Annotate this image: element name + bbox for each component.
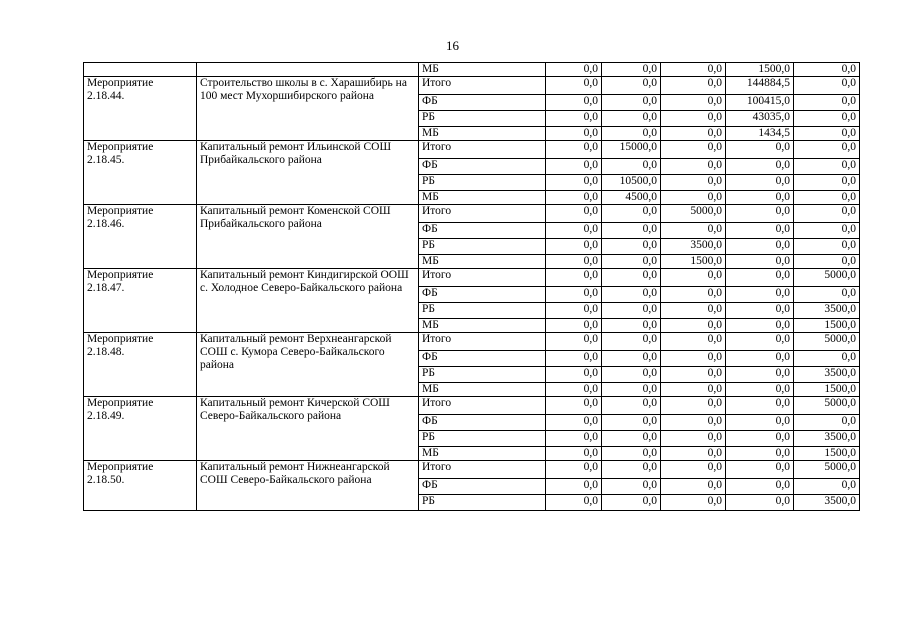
funding-source-cell: Итого xyxy=(419,333,546,351)
value-cell: 0,0 xyxy=(726,287,794,303)
value-cell: 0,0 xyxy=(794,95,860,111)
value-cell: 0,0 xyxy=(546,95,602,111)
activity-name-cell: Капитальный ремонт Нижнеангарской СОШ Северо-Байкальского района xyxy=(197,461,419,511)
funding-source-cell: МБ xyxy=(419,383,546,397)
value-cell: 0,0 xyxy=(546,447,602,461)
value-cell: 0,0 xyxy=(661,127,726,141)
value-cell: 3500,0 xyxy=(794,431,860,447)
table-row xyxy=(84,205,860,223)
value-cell: 0,0 xyxy=(546,287,602,303)
value-cell: 0,0 xyxy=(726,175,794,191)
value-cell: 0,0 xyxy=(546,223,602,239)
value-cell: 0,0 xyxy=(602,495,661,511)
value-cell: 0,0 xyxy=(602,63,661,77)
value-cell: 0,0 xyxy=(602,223,661,239)
value-cell: 0,0 xyxy=(602,287,661,303)
value-cell: 0,0 xyxy=(602,159,661,175)
funding-source-cell: РБ xyxy=(419,431,546,447)
value-cell: 3500,0 xyxy=(794,495,860,511)
value-cell: 0,0 xyxy=(661,333,726,351)
value-cell: 0,0 xyxy=(794,287,860,303)
value-cell: 0,0 xyxy=(546,479,602,495)
funding-source-cell: РБ xyxy=(419,239,546,255)
funding-source-cell: Итого xyxy=(419,269,546,287)
value-cell: 0,0 xyxy=(726,495,794,511)
funding-source-cell: Итого xyxy=(419,397,546,415)
value-cell: 0,0 xyxy=(661,431,726,447)
activity-name-cell: Капитальный ремонт Верхнеангарской СОШ с. Кумора Северо-Байкальского района xyxy=(197,333,419,397)
value-cell: 0,0 xyxy=(661,303,726,319)
value-cell: 0,0 xyxy=(602,383,661,397)
table-row xyxy=(84,397,860,415)
value-cell: 0,0 xyxy=(546,415,602,431)
value-cell: 0,0 xyxy=(546,111,602,127)
value-cell: 5000,0 xyxy=(794,333,860,351)
value-cell: 10500,0 xyxy=(602,175,661,191)
value-cell: 0,0 xyxy=(546,303,602,319)
value-cell: 0,0 xyxy=(546,63,602,77)
funding-source-cell: Итого xyxy=(419,205,546,223)
budget-table-body xyxy=(84,63,860,511)
activity-label-cell: Мероприятие 2.18.48. xyxy=(84,333,197,397)
funding-source-cell: ФБ xyxy=(419,223,546,239)
value-cell: 0,0 xyxy=(726,333,794,351)
value-cell: 0,0 xyxy=(726,319,794,333)
funding-source-cell: РБ xyxy=(419,367,546,383)
activity-label-cell: Мероприятие 2.18.44. xyxy=(84,77,197,141)
value-cell: 0,0 xyxy=(661,367,726,383)
value-cell: 4500,0 xyxy=(602,191,661,205)
value-cell: 1434,5 xyxy=(726,127,794,141)
funding-source-cell: Итого xyxy=(419,77,546,95)
value-cell: 0,0 xyxy=(661,383,726,397)
value-cell: 0,0 xyxy=(726,415,794,431)
value-cell: 0,0 xyxy=(546,333,602,351)
value-cell: 0,0 xyxy=(546,431,602,447)
value-cell: 0,0 xyxy=(661,175,726,191)
value-cell: 1500,0 xyxy=(661,255,726,269)
funding-source-cell: МБ xyxy=(419,319,546,333)
value-cell: 0,0 xyxy=(661,351,726,367)
table-row xyxy=(84,63,860,77)
value-cell: 0,0 xyxy=(794,77,860,95)
value-cell: 0,0 xyxy=(661,141,726,159)
value-cell: 0,0 xyxy=(661,397,726,415)
value-cell: 0,0 xyxy=(602,95,661,111)
value-cell: 0,0 xyxy=(726,269,794,287)
value-cell: 0,0 xyxy=(602,447,661,461)
value-cell: 0,0 xyxy=(602,111,661,127)
value-cell: 0,0 xyxy=(602,351,661,367)
funding-source-cell: Итого xyxy=(419,461,546,479)
activity-name-cell: Капитальный ремонт Кичерской СОШ Северо-Байкальского района xyxy=(197,397,419,461)
value-cell: 0,0 xyxy=(794,351,860,367)
value-cell: 0,0 xyxy=(661,191,726,205)
value-cell: 0,0 xyxy=(726,191,794,205)
value-cell: 1500,0 xyxy=(794,447,860,461)
activity-name-cell xyxy=(197,63,419,77)
value-cell: 0,0 xyxy=(794,223,860,239)
value-cell: 3500,0 xyxy=(794,367,860,383)
value-cell: 0,0 xyxy=(602,77,661,95)
activity-label-cell: Мероприятие 2.18.50. xyxy=(84,461,197,511)
value-cell: 0,0 xyxy=(661,111,726,127)
value-cell: 0,0 xyxy=(726,255,794,269)
value-cell: 0,0 xyxy=(726,383,794,397)
value-cell: 0,0 xyxy=(602,205,661,223)
activity-name-cell: Капитальный ремонт Ильинской СОШ Прибайкальского района xyxy=(197,141,419,205)
value-cell: 5000,0 xyxy=(661,205,726,223)
value-cell: 0,0 xyxy=(602,431,661,447)
value-cell: 0,0 xyxy=(661,479,726,495)
value-cell: 0,0 xyxy=(546,77,602,95)
funding-source-cell: МБ xyxy=(419,447,546,461)
value-cell: 0,0 xyxy=(726,303,794,319)
budget-table xyxy=(83,62,860,511)
value-cell: 0,0 xyxy=(546,159,602,175)
activity-name-cell: Капитальный ремонт Коменской СОШ Прибайкальского района xyxy=(197,205,419,269)
value-cell: 0,0 xyxy=(726,141,794,159)
value-cell: 0,0 xyxy=(602,269,661,287)
value-cell: 5000,0 xyxy=(794,461,860,479)
funding-source-cell: Итого xyxy=(419,141,546,159)
value-cell: 0,0 xyxy=(602,319,661,333)
value-cell: 0,0 xyxy=(661,461,726,479)
activity-label-cell: Мероприятие 2.18.49. xyxy=(84,397,197,461)
funding-source-cell: ФБ xyxy=(419,415,546,431)
value-cell: 0,0 xyxy=(546,367,602,383)
value-cell: 5000,0 xyxy=(794,397,860,415)
value-cell: 0,0 xyxy=(546,495,602,511)
value-cell: 0,0 xyxy=(546,205,602,223)
activity-name-cell: Строительство школы в с. Харашибирь на 100 мест Мухоршибирского района xyxy=(197,77,419,141)
value-cell: 0,0 xyxy=(602,333,661,351)
funding-source-cell: ФБ xyxy=(419,479,546,495)
value-cell: 0,0 xyxy=(661,223,726,239)
value-cell: 1500,0 xyxy=(794,319,860,333)
value-cell: 0,0 xyxy=(546,269,602,287)
funding-source-cell: МБ xyxy=(419,63,546,77)
value-cell: 0,0 xyxy=(794,415,860,431)
value-cell: 0,0 xyxy=(546,383,602,397)
table-row xyxy=(84,269,860,287)
activity-label-cell: Мероприятие 2.18.45. xyxy=(84,141,197,205)
value-cell: 0,0 xyxy=(794,159,860,175)
value-cell: 0,0 xyxy=(726,447,794,461)
value-cell: 15000,0 xyxy=(602,141,661,159)
value-cell: 0,0 xyxy=(794,111,860,127)
value-cell: 0,0 xyxy=(794,175,860,191)
value-cell: 0,0 xyxy=(602,127,661,141)
activity-label-cell: Мероприятие 2.18.46. xyxy=(84,205,197,269)
funding-source-cell: ФБ xyxy=(419,351,546,367)
value-cell: 0,0 xyxy=(726,223,794,239)
activity-label-cell: Мероприятие 2.18.47. xyxy=(84,269,197,333)
funding-source-cell: МБ xyxy=(419,255,546,269)
funding-source-cell: МБ xyxy=(419,191,546,205)
value-cell: 43035,0 xyxy=(726,111,794,127)
table-row xyxy=(84,461,860,479)
value-cell: 0,0 xyxy=(661,95,726,111)
value-cell: 0,0 xyxy=(602,367,661,383)
value-cell: 0,0 xyxy=(546,239,602,255)
funding-source-cell: ФБ xyxy=(419,159,546,175)
value-cell: 0,0 xyxy=(794,255,860,269)
funding-source-cell: РБ xyxy=(419,303,546,319)
activity-name-cell: Капитальный ремонт Киндигирской ООШ с. Холодное Северо-Байкальского района xyxy=(197,269,419,333)
value-cell: 0,0 xyxy=(661,447,726,461)
value-cell: 0,0 xyxy=(661,495,726,511)
value-cell: 0,0 xyxy=(546,175,602,191)
value-cell: 0,0 xyxy=(661,287,726,303)
funding-source-cell: РБ xyxy=(419,175,546,191)
value-cell: 0,0 xyxy=(726,351,794,367)
value-cell: 0,0 xyxy=(602,461,661,479)
value-cell: 3500,0 xyxy=(794,303,860,319)
value-cell: 0,0 xyxy=(602,479,661,495)
table-row xyxy=(84,77,860,95)
value-cell: 0,0 xyxy=(602,397,661,415)
value-cell: 0,0 xyxy=(726,461,794,479)
page-number: 16 xyxy=(446,38,459,53)
value-cell: 0,0 xyxy=(726,239,794,255)
funding-source-cell: ФБ xyxy=(419,95,546,111)
value-cell: 1500,0 xyxy=(726,63,794,77)
funding-source-cell: РБ xyxy=(419,495,546,511)
funding-source-cell: МБ xyxy=(419,127,546,141)
value-cell: 0,0 xyxy=(546,141,602,159)
funding-source-cell: ФБ xyxy=(419,287,546,303)
value-cell: 0,0 xyxy=(546,397,602,415)
value-cell: 0,0 xyxy=(546,255,602,269)
value-cell: 3500,0 xyxy=(661,239,726,255)
value-cell: 0,0 xyxy=(794,141,860,159)
value-cell: 0,0 xyxy=(794,127,860,141)
value-cell: 0,0 xyxy=(546,461,602,479)
value-cell: 144884,5 xyxy=(726,77,794,95)
funding-source-cell: РБ xyxy=(419,111,546,127)
value-cell: 5000,0 xyxy=(794,269,860,287)
activity-label-cell xyxy=(84,63,197,77)
value-cell: 0,0 xyxy=(661,63,726,77)
table-row xyxy=(84,333,860,351)
value-cell: 0,0 xyxy=(602,303,661,319)
value-cell: 0,0 xyxy=(661,77,726,95)
value-cell: 100415,0 xyxy=(726,95,794,111)
value-cell: 0,0 xyxy=(546,127,602,141)
value-cell: 1500,0 xyxy=(794,383,860,397)
value-cell: 0,0 xyxy=(602,255,661,269)
value-cell: 0,0 xyxy=(546,191,602,205)
value-cell: 0,0 xyxy=(794,63,860,77)
value-cell: 0,0 xyxy=(726,431,794,447)
value-cell: 0,0 xyxy=(726,367,794,383)
value-cell: 0,0 xyxy=(794,239,860,255)
value-cell: 0,0 xyxy=(546,351,602,367)
value-cell: 0,0 xyxy=(726,205,794,223)
table-row xyxy=(84,141,860,159)
value-cell: 0,0 xyxy=(794,479,860,495)
value-cell: 0,0 xyxy=(794,205,860,223)
value-cell: 0,0 xyxy=(661,269,726,287)
value-cell: 0,0 xyxy=(602,239,661,255)
value-cell: 0,0 xyxy=(661,159,726,175)
value-cell: 0,0 xyxy=(661,415,726,431)
value-cell: 0,0 xyxy=(602,415,661,431)
value-cell: 0,0 xyxy=(726,159,794,175)
value-cell: 0,0 xyxy=(661,319,726,333)
value-cell: 0,0 xyxy=(726,397,794,415)
value-cell: 0,0 xyxy=(794,191,860,205)
value-cell: 0,0 xyxy=(726,479,794,495)
value-cell: 0,0 xyxy=(546,319,602,333)
